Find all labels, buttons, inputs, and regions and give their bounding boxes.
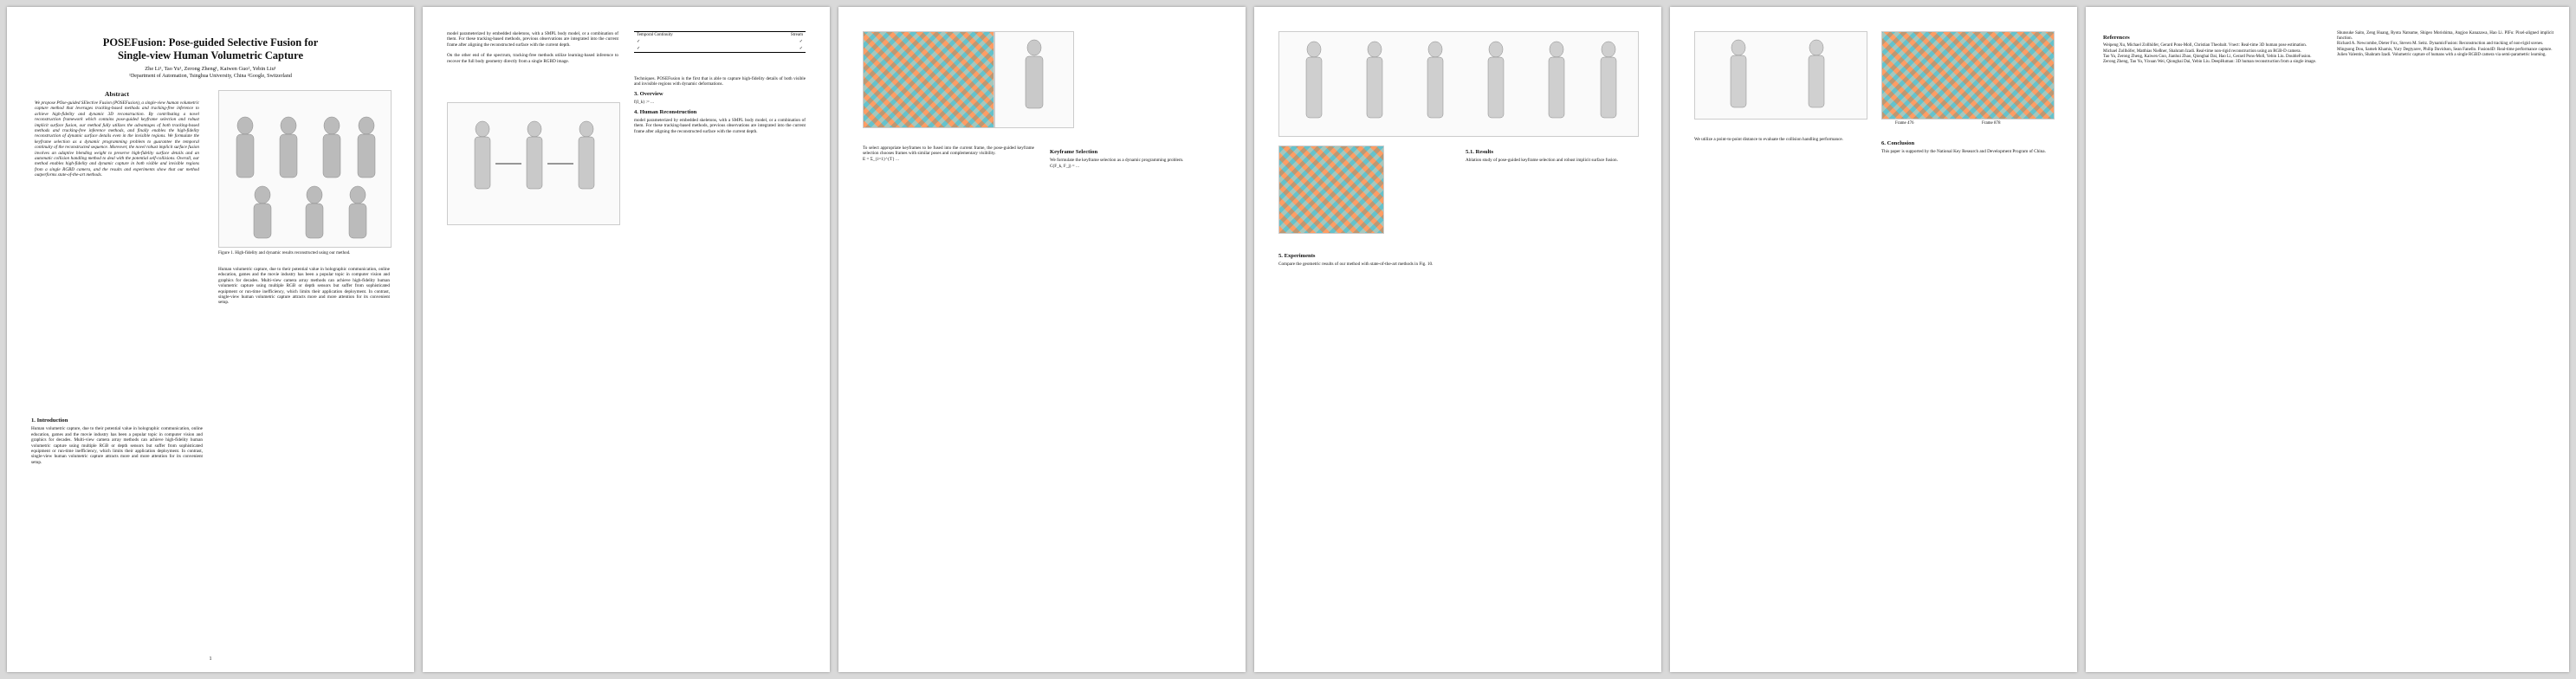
error-heatmap-figure (1278, 146, 1384, 234)
reference-entry: Mingsong Dou, Sameh Khamis, Yury Degtyarev, Philip Davidson, Sean Fanello. Fusion4D: Real-time performance capture. (2337, 47, 2553, 52)
reference-entry: Weipeng Xu, Michael Zollhöfer, Gerard Pons-Moll, Christian Theobalt. Vnect: Real-time 3D human pose estimation. (2103, 43, 2307, 48)
references-right-column (2337, 31, 2553, 58)
page5-text-b: This paper is supported by the National Key Research and Development Program of China. (1881, 149, 2046, 155)
abstract-text: We propose POse-guided SElective Fusion (POSEFusion), a single-view human volumetric capture method that leverages tracking-based methods and tracking-free inference to achieve high-fidelity and dynamic 3D reconstruction. By contributing a novel reconstruction framework which contains pose-guided keyframe selection and robust implicit surface fusion, our method fully utilizes the advantages of both tracking-based methods and tracking-free inference methods, and finally enables the high-fidelity reconstruction of dynamic surface details even in the invisible regions. We formulate the keyframe selection as a dynamic programming problem to guarantee the temporal continuity of the reconstructed sequence. Moreover, the novel robust implicit surface fusion involves an adaptive blending weight to preserve high-fidelity surface details and an automatic collision handling method to deal with the potential self-collisions. Overall, our method enables high-fidelity and dynamic capture in both visible and invisible regions from a single RGBD camera, and the results and experiments show that our method outperforms state-of-the-art methods. (35, 100, 199, 178)
author-list: Zhe Li¹, Tao Yu¹, Zerong Zheng¹, Kaiwen Guo², Yebin Liu¹ (145, 66, 276, 72)
page3-text-b: We formulate the keyframe selection as a dynamic programming problem. (1050, 158, 1184, 164)
page2-left-column (447, 31, 618, 64)
page3-eq-a: E = Σ_{i=1}^{T} ... (863, 156, 900, 162)
page4-right-column (1466, 146, 1637, 164)
pose-body-figure (994, 31, 1074, 128)
pose-body-svg (995, 32, 1073, 127)
references-heading: References (2103, 35, 2130, 41)
page4-text-a: Compare the geometric results of our method with state-of-the-art methods in Fig. 10. (1278, 262, 1434, 268)
teaser-figure-svg (219, 91, 391, 247)
page3-left-column (863, 146, 1034, 162)
results-heading: 5.1. Results (1466, 149, 1494, 155)
pipeline-figure (447, 102, 620, 225)
page2-text-c: Techniques. POSEFusion is the first that is able to capture high-fidelity details of both visible and invisible regions with dynamic deformations. (634, 76, 806, 87)
affiliations: ¹Department of Automation, Tsinghua University, China ²Google, Switzerland (129, 74, 292, 79)
page5-right-column (1881, 137, 2053, 155)
reference-entry: Julien Valentin, Shahram Izadi. Volumetric capture of humans with a single RGBD camera via semi-parametric learning. (2337, 52, 2547, 57)
abstract-heading: Abstract (105, 90, 129, 98)
paper-page-2 (423, 7, 830, 672)
reference-entry: Tao Yu, Zerong Zheng, Kaiwen Guo, Jianhui Zhao, Qionghai Dai, Hao Li, Gerard Pons-Moll, Yebin Liu. DoubleFusion. (2103, 54, 2312, 59)
intro-right-column (218, 267, 390, 306)
page2-eq1: f(I_k) := ... (634, 100, 654, 106)
method-heading: 4. Human Reconstruction (634, 108, 697, 115)
collision-figure-svg (1695, 32, 1867, 119)
paper-title (42, 36, 379, 62)
page3-right-column (1050, 146, 1221, 169)
page2-text-b: On the other end of the spectrum, tracking-free methods utilize learning-based inference to recover the full body geometry directly from a single RGBD image. (447, 53, 618, 64)
paper-page-1 (7, 7, 414, 672)
reference-entry: Richard A. Newcombe, Dieter Fox, Steven M. Seitz. DynamicFusion: Reconstruction and tracking of non-rigid scenes. (2337, 42, 2544, 47)
frame-heatmap-figure (1881, 31, 2055, 120)
title-line-2: Single-view Human Volumetric Capture (117, 49, 303, 61)
paper-page-4 (1254, 7, 1661, 672)
pipeline-figure-svg (448, 103, 619, 224)
reference-entry: Michael Zollhöfer, Matthias Nießner, Shahram Izadi. Real-time non-rigid reconstruction using an RGB-D camera. (2103, 48, 2301, 54)
pose-heatmap-figure (863, 31, 994, 128)
overview-heading: 3. Overview (634, 90, 663, 97)
teaser-figure (218, 90, 392, 248)
frame-b-label: Frame 878 (1982, 121, 2001, 126)
intro-column (31, 414, 203, 465)
page3-eq-b: C(F_k, F_j) = ... (1050, 163, 1079, 169)
intro-text-continued: Human volumetric capture, due to their potential value in holographic communication, online education, games and the movie industry has been a popular topic in computer vision and graphics for decades. Multi-view camera array methods can achieve high-fidelity human volumetric capture using multiple RGB or depth sensors but suffer from sophisticated equipment or run-time inefficiency, which limits their application deployment. In contrast, single-view human volumetric capture attracts more and more attention for its convenient setup. (218, 267, 390, 306)
page-number: 1 (209, 656, 212, 662)
comparison-figure-svg (1279, 32, 1638, 136)
collision-figure (1694, 31, 1867, 120)
page5-text-a: We utilize a point-to-point distance to evaluate the collision handling performance. (1694, 137, 1844, 142)
page3-text-a: To select appropriate keyframes to be fused into the current frame, the pose-guided keyframe selection chooses frames with similar poses and complementary visibility. (863, 146, 1034, 157)
page4-left-column (1278, 249, 1450, 268)
page2-text-a-repeat: model parameterized by embedded skeletons, with a SMPL body model, or a combination of them. For these tracking-based methods, previous observations are integrated into the current frame after aligning the reconstructed surface with the current depth. (634, 118, 806, 134)
paper-page-6 (2086, 7, 2569, 672)
keyframe-heading: Keyframe Selection (1050, 149, 1098, 155)
title-line-1: POSEFusion: Pose-guided Selective Fusion for (102, 36, 319, 48)
figure-1-caption: Figure 1. High-fidelity and dynamic results reconstructed using our method. (218, 251, 351, 255)
page2-right-column (634, 76, 806, 134)
intro-heading: 1. Introduction (31, 417, 68, 424)
reference-entry: Shunsuke Saito, Zeng Huang, Ryota Natsume, Shigeo Morishima, Angjoo Kanazawa, Hao Li. PIFu: Pixel-aligned implicit function. (2337, 31, 2553, 42)
page2-text-a: model parameterized by embedded skeletons, with a SMPL body model, or a combination of them. For these tracking-based methods, previous observations are integrated into the current frame after aligning the reconstructed surface with the current depth. (447, 31, 618, 48)
paper-page-5 (1670, 7, 2077, 672)
paper-page-3 (838, 7, 1246, 672)
page5-left-column (1694, 137, 1866, 142)
frame-a-label: Frame 476 (1895, 121, 1914, 126)
references-left-column (2103, 31, 2320, 65)
notation-table: Temporal Continuity Stream ✓ ✓ ✓ ✓ (634, 31, 806, 53)
intro-text: Human volumetric capture, due to their potential value in holographic communication, online education, games and the movie industry has been a popular topic in computer vision and graphics for decades. Multi-view camera array methods can achieve high-fidelity human volumetric capture using multiple RGB or depth sensors but suffer from sophisticated equipment or run-time inefficiency, which limits their application deployment. In contrast, single-view human volumetric capture attracts more and more attention for its convenient setup. (31, 426, 203, 465)
comparison-figure (1278, 31, 1639, 137)
conclusion-heading: 6. Conclusion (1881, 140, 1915, 146)
reference-entry: Zerong Zheng, Tao Yu, Yixuan Wei, Qionghai Dai, Yebin Liu. DeepHuman: 3D human reconstruction from a single image. (2103, 60, 2317, 65)
experiments-heading: 5. Experiments (1278, 253, 1316, 259)
page4-text-b: Ablation study of pose-guided keyframe selection and robust implicit surface fusion. (1466, 158, 1618, 164)
